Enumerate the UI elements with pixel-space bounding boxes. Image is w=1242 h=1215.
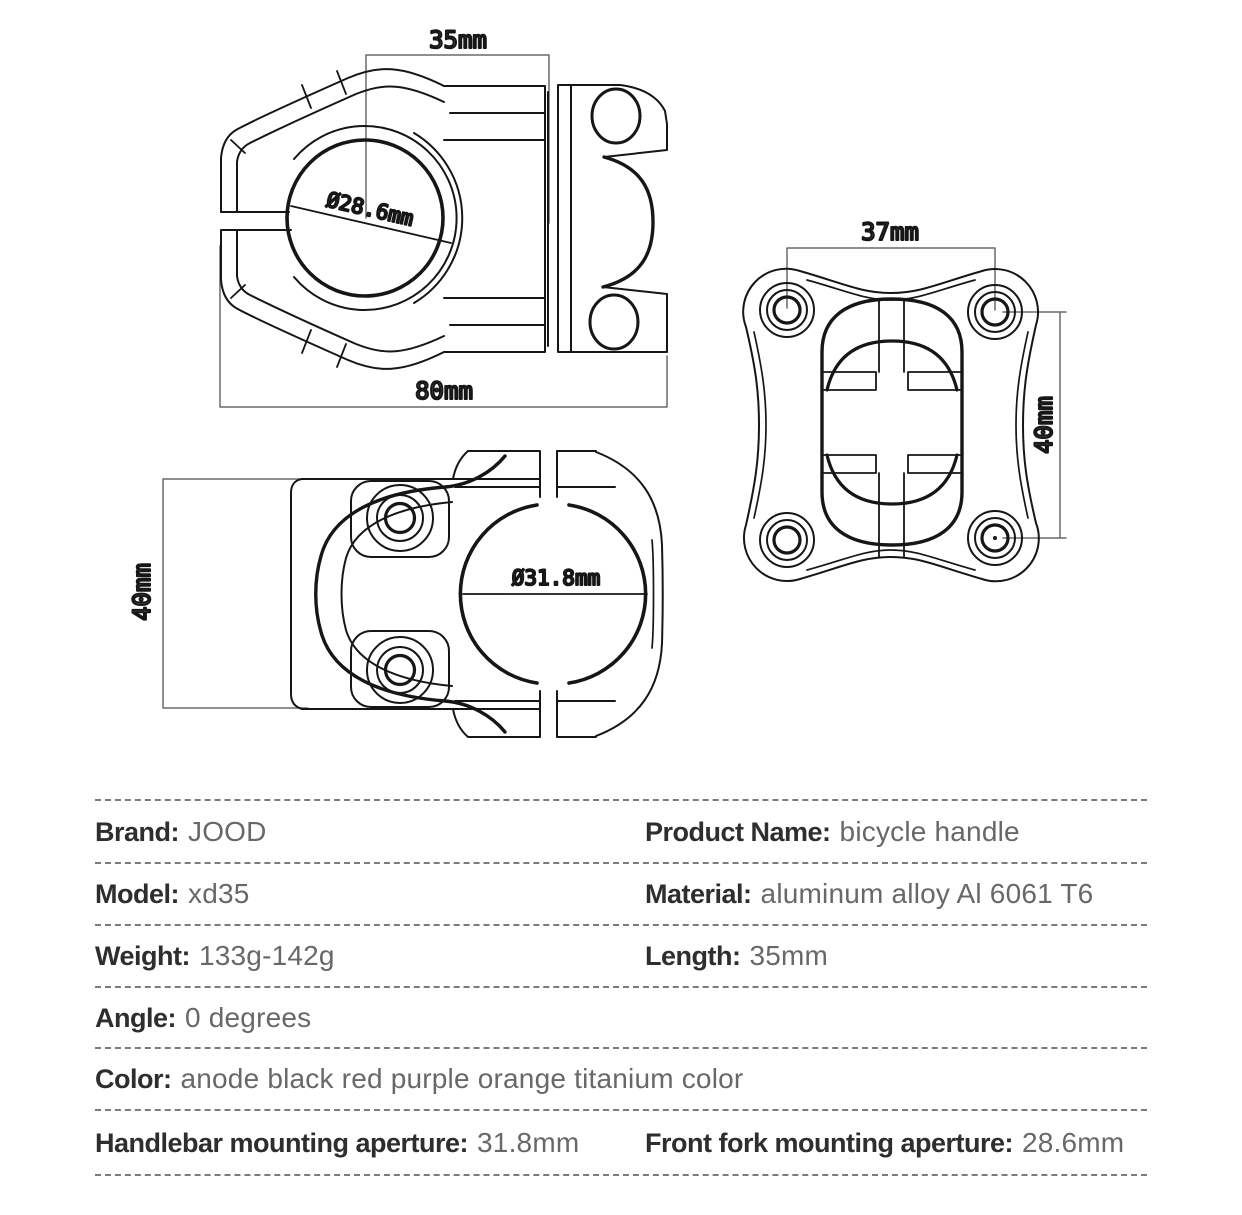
spec-cell [645, 878, 1093, 910]
side-view-drawing [220, 26, 667, 407]
faceplate-view-drawing [743, 218, 1066, 581]
spec-value: JOOD [188, 815, 267, 847]
spec-cell [95, 816, 267, 848]
clamp-slot [221, 212, 291, 248]
faceplate-bolt-top [592, 89, 640, 143]
spec-row-apertures [95, 1111, 1147, 1174]
spec-row-angle [95, 988, 1147, 1047]
spec-value: bicycle handle [839, 815, 1020, 847]
spec-value: anode black red purple orange titanium color [180, 1063, 744, 1094]
spec-value: 133g-142g [198, 940, 335, 971]
dimension-label-35mm: 35mm [429, 26, 487, 54]
dimension-label-fork-bore: Ø28.6mm [324, 187, 416, 231]
spec-label: Color: [95, 1064, 172, 1094]
spec-cell [645, 1127, 1124, 1159]
spec-label: Product Name: [645, 816, 831, 847]
spec-value: 28.6mm [1021, 1126, 1125, 1158]
spec-cell [95, 1002, 311, 1034]
dimension-label-handlebar-bore: Ø31.8mm [511, 566, 601, 590]
faceplate-side-outline [558, 85, 667, 352]
spec-label: Length: [645, 941, 741, 971]
spec-label: Handlebar mounting aperture: [95, 1127, 469, 1158]
spec-value: 0 degrees [185, 1001, 312, 1033]
spec-cell [95, 1063, 743, 1095]
spec-row-model [95, 864, 1147, 924]
bar-clamp-outer-inner-line [652, 540, 654, 648]
spec-value: xd35 [188, 878, 250, 909]
spec-label: Model: [95, 879, 179, 909]
dimension-label-80mm: 80mm [415, 377, 473, 405]
spec-label: Weight: [95, 941, 190, 971]
dimension-label-40mm-left: 40mm [128, 563, 156, 621]
spec-value: 35mm [749, 940, 829, 971]
spec-cell [645, 816, 1020, 848]
spec-table [95, 799, 1147, 1176]
dimension-lines-40mm-left [163, 479, 308, 708]
bolt-bottom [367, 637, 433, 703]
spec-cell [95, 878, 250, 910]
spec-cell [645, 940, 828, 972]
faceplate-outline [743, 269, 1039, 582]
dimension-label-40mm-right: 40mm [1030, 396, 1058, 454]
faceplate-bolt-bottom [590, 295, 638, 349]
spec-value: aluminum alloy Al 6061 T6 [760, 878, 1094, 909]
spec-row-brand [95, 801, 1147, 862]
spec-label: Angle: [95, 1002, 176, 1033]
spec-row-weight [95, 926, 1147, 986]
spec-label: Front fork mounting aperture: [645, 1127, 1013, 1158]
center-cutout-domes [827, 341, 957, 504]
spec-cell [95, 1127, 579, 1159]
spec-cell [95, 940, 335, 972]
spec-label: Brand: [95, 816, 179, 847]
spec-label: Material: [645, 879, 752, 909]
horseshoe-inner [342, 502, 453, 686]
stem-body-outline [444, 86, 548, 352]
dimension-label-37mm: 37mm [861, 218, 919, 246]
center-cutout-capsule [822, 299, 962, 545]
top-view-drawing [128, 451, 663, 737]
faceplate-clamp-cavity [603, 157, 653, 287]
clamp-arm-bottom [221, 230, 444, 369]
spec-value: 31.8mm [477, 1126, 580, 1158]
dashed-divider [95, 1174, 1147, 1176]
bolt-top [367, 485, 433, 551]
spec-row-color [95, 1049, 1147, 1109]
bolt-hole-bottom-left [760, 513, 814, 567]
